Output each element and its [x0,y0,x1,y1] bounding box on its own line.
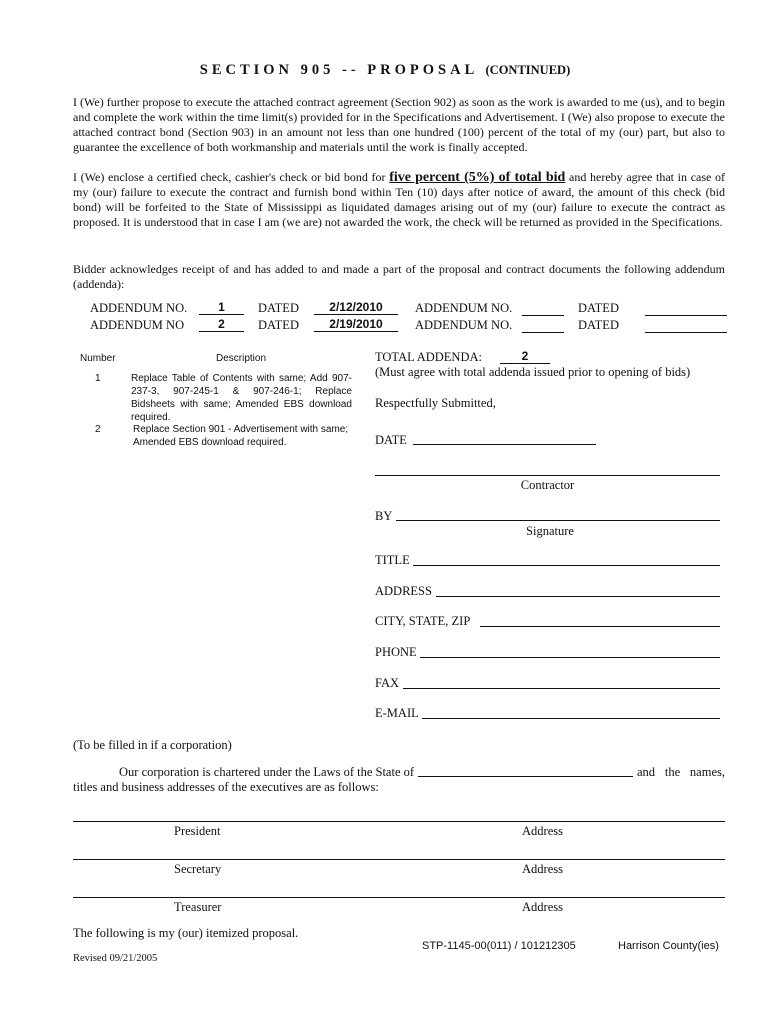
table-row-number: 1 [95,373,101,384]
president-caption: President [174,824,221,838]
bid-bond-text-after: and hereby agree that in case of my (our) failure to execute the contract and furnish bond within Ten (10) days after notice of award, the amount of this check (bid bond) will be forfeited to the State of Mississippi as liquidated damages arising out of my (our) failure to execute the contract as proposed. It is understood that in case I am (we are) not awarded the work, the check will be returned as provided in the Specifications. [73,170,726,229]
bid-bond-text-before: I (We) enclose a certified check, cashier's check or bid bond for [73,170,386,184]
project-number: STP-1145-00(011) / 101212305 [422,940,576,952]
respectfully-submitted: Respectfully Submitted, [375,396,496,410]
section-title: SECTION 905 -- PROPOSAL [199,62,479,78]
revision-date: Revised 09/21/2005 [73,953,158,964]
secretary-address-caption: Address [522,862,563,876]
proposal-paragraph-1: I (We) further propose to execute the attached contract agreement (Section 902) as soon as the work is awarded to me (us), and to begin and complete the work within the time limit(s) provided for in the Specifications and Advertisement. I (We) also propose to execute the attached contract bond (Section 903) in an amount not less than one hundred (100) percent of the total of my (our) part, but also to guarantee the excellence of both workmanship and materials until the work is finally accepted. [73,95,725,154]
county-label: Harrison County(ies) [618,940,719,952]
treasurer-field[interactable] [73,897,725,898]
addendum-date-1b[interactable] [645,300,727,316]
signature-caption: Signature [526,524,574,538]
dated-label-1: DATED [258,301,299,315]
treasurer-address-caption: Address [522,900,563,914]
table-header-number: Number [80,353,116,364]
page-title [0,62,770,79]
fax-field[interactable] [403,688,720,689]
president-address-caption: Address [522,824,563,838]
date-label: DATE [375,433,407,447]
email-label: E-MAIL [375,706,419,720]
total-addenda-value[interactable]: 2 [500,349,550,364]
addendum-date-1[interactable]: 2/12/2010 [314,300,398,315]
table-header-description: Description [216,353,267,364]
addendum-date-2[interactable]: 2/19/2010 [314,317,398,332]
date-field[interactable] [413,444,596,445]
treasurer-caption: Treasurer [174,900,222,914]
total-addenda-label: TOTAL ADDENDA: [375,350,482,364]
address-field[interactable] [436,596,720,597]
continued-label: (CONTINUED) [485,63,571,77]
president-field[interactable] [73,821,725,822]
table-row-description: Replace Section 901 - Advertisement with same; Amended EBS download required. [133,424,349,448]
table-row-description: Replace Table of Contents with same; Add 907-237-3, 907-245-1 & 907-246-1; Replace Bidsheets with same; Amended EBS download required. [131,373,352,423]
dated-label-2: DATED [258,318,299,332]
signature-field[interactable] [396,520,720,521]
address-label: ADDRESS [375,584,432,598]
itemized-proposal-note: The following is my (our) itemized proposal. [73,926,299,940]
addendum-no-1b[interactable] [522,300,564,316]
title-label: TITLE [375,553,410,567]
total-addenda-note: (Must agree with total addenda issued prior to opening of bids) [375,365,691,379]
dated-label-1b: DATED [578,301,619,315]
addendum-no-1[interactable]: 1 [199,300,244,315]
fax-label: FAX [375,676,400,690]
phone-label: PHONE [375,645,417,659]
addendum-label-1b: ADDENDUM NO. [415,301,513,315]
city-state-zip-field[interactable] [480,626,720,627]
corporation-note: (To be filled in if a corporation) [73,738,232,752]
addenda-acknowledgement: Bidder acknowledges receipt of and has added to and made a part of the proposal and contract documents the following addendum (addenda): [73,262,725,291]
table-row-number: 2 [95,424,101,435]
title-field[interactable] [413,565,720,566]
corporation-text-after: and the names, [637,765,725,779]
addendum-no-2b[interactable] [522,317,564,333]
email-field[interactable] [422,718,720,719]
charter-state-field[interactable] [418,776,633,777]
dated-label-2b: DATED [578,318,619,332]
addendum-label-2b: ADDENDUM NO. [415,318,513,332]
contractor-caption: Contractor [520,478,575,492]
city-state-zip-label: CITY, STATE, ZIP [375,614,471,628]
phone-field[interactable] [420,657,720,658]
corporation-text-line1: Our corporation is chartered under the Laws of the State of [119,765,415,779]
secretary-field[interactable] [73,859,725,860]
addendum-date-2b[interactable] [645,317,727,333]
bid-bond-amount: five percent (5%) of total bid [389,170,566,185]
addendum-label-1: ADDENDUM NO. [90,301,188,315]
contractor-field[interactable] [375,475,720,476]
addendum-label-2: ADDENDUM NO [90,318,185,332]
by-label: BY [375,509,393,523]
secretary-caption: Secretary [174,862,222,876]
corporation-text-line2: titles and business addresses of the executives are as follows: [73,780,379,794]
bid-bond-paragraph [73,170,725,230]
addendum-no-2[interactable]: 2 [199,317,244,332]
